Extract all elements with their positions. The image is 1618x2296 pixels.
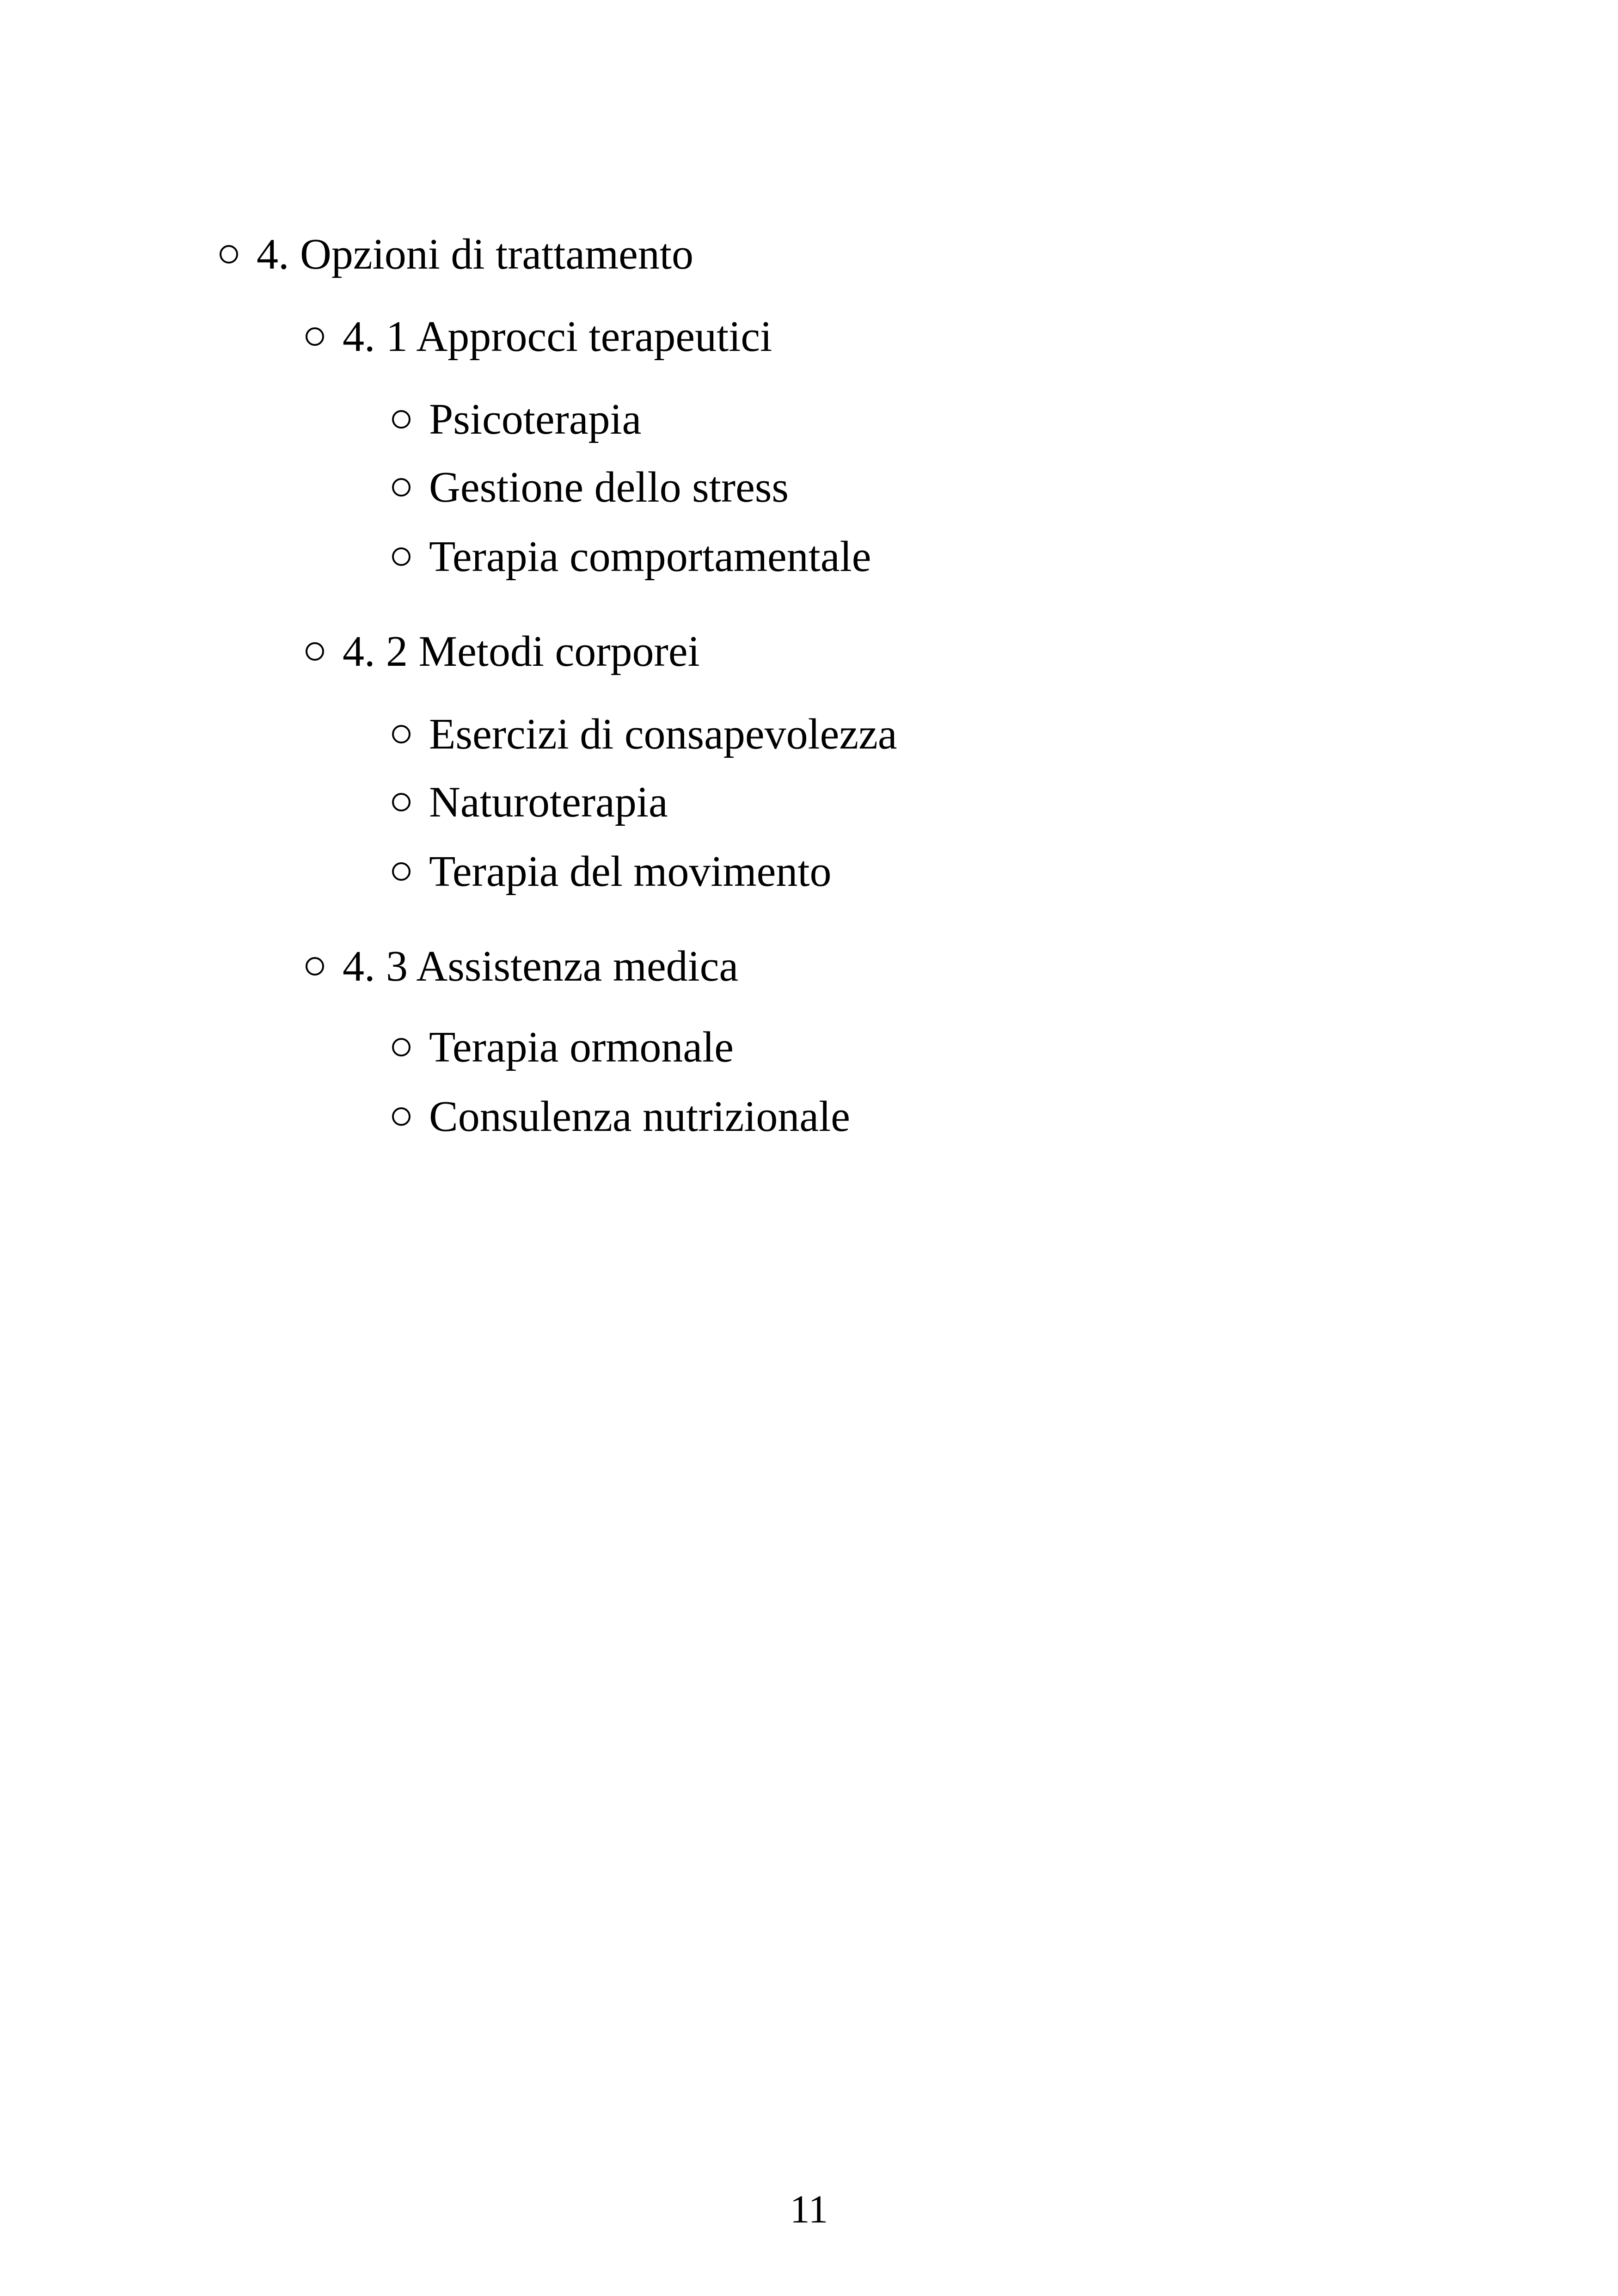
subsection-heading: 4. 2 Metodi corporei bbox=[343, 627, 700, 675]
outline-item-level-2 bbox=[306, 313, 772, 361]
outline-item-level-3 bbox=[392, 780, 668, 824]
outline-item-level-3 bbox=[392, 1093, 850, 1141]
subsection-heading: 4. 1 Approcci terapeutici bbox=[343, 313, 772, 361]
subsection-heading: 4. 3 Assistenza medica bbox=[343, 942, 739, 990]
list-item-text: Terapia ormonale bbox=[429, 1023, 734, 1071]
page-number: 11 bbox=[790, 2187, 828, 2231]
list-item-text: Psicoterapia bbox=[429, 395, 642, 443]
outline-item-level-1 bbox=[220, 230, 694, 278]
outline-item-level-3 bbox=[392, 533, 871, 581]
outline-item-level-3 bbox=[392, 1025, 734, 1069]
hollow-circle-bullet-icon bbox=[392, 725, 411, 743]
hollow-circle-bullet-icon bbox=[392, 862, 411, 881]
hollow-circle-bullet-icon bbox=[392, 547, 411, 566]
list-item-text: Esercizi di consapevolezza bbox=[429, 710, 897, 758]
section-heading: 4. Opzioni di trattamento bbox=[257, 230, 694, 278]
hollow-circle-bullet-icon bbox=[392, 1107, 411, 1126]
hollow-circle-bullet-icon bbox=[220, 245, 238, 264]
outline-item-level-2 bbox=[306, 942, 739, 990]
list-item-text: Terapia comportamentale bbox=[429, 533, 871, 581]
list-item-text: Naturoterapia bbox=[429, 778, 668, 826]
list-item-text: Consulenza nutrizionale bbox=[429, 1093, 850, 1141]
hollow-circle-bullet-icon bbox=[392, 410, 411, 429]
hollow-circle-bullet-icon bbox=[392, 1038, 411, 1056]
hollow-circle-bullet-icon bbox=[392, 478, 411, 497]
outline-item-level-3 bbox=[392, 712, 897, 756]
hollow-circle-bullet-icon bbox=[306, 327, 324, 346]
outline-item-level-3 bbox=[392, 847, 832, 896]
list-item-text: Gestione dello stress bbox=[429, 463, 789, 511]
list-item-text: Terapia del movimento bbox=[429, 847, 832, 896]
outline-item-level-2 bbox=[306, 627, 700, 675]
outline-item-level-3 bbox=[392, 463, 789, 511]
hollow-circle-bullet-icon bbox=[306, 957, 324, 976]
hollow-circle-bullet-icon bbox=[306, 642, 324, 661]
outline-item-level-3 bbox=[392, 395, 642, 443]
hollow-circle-bullet-icon bbox=[392, 793, 411, 811]
